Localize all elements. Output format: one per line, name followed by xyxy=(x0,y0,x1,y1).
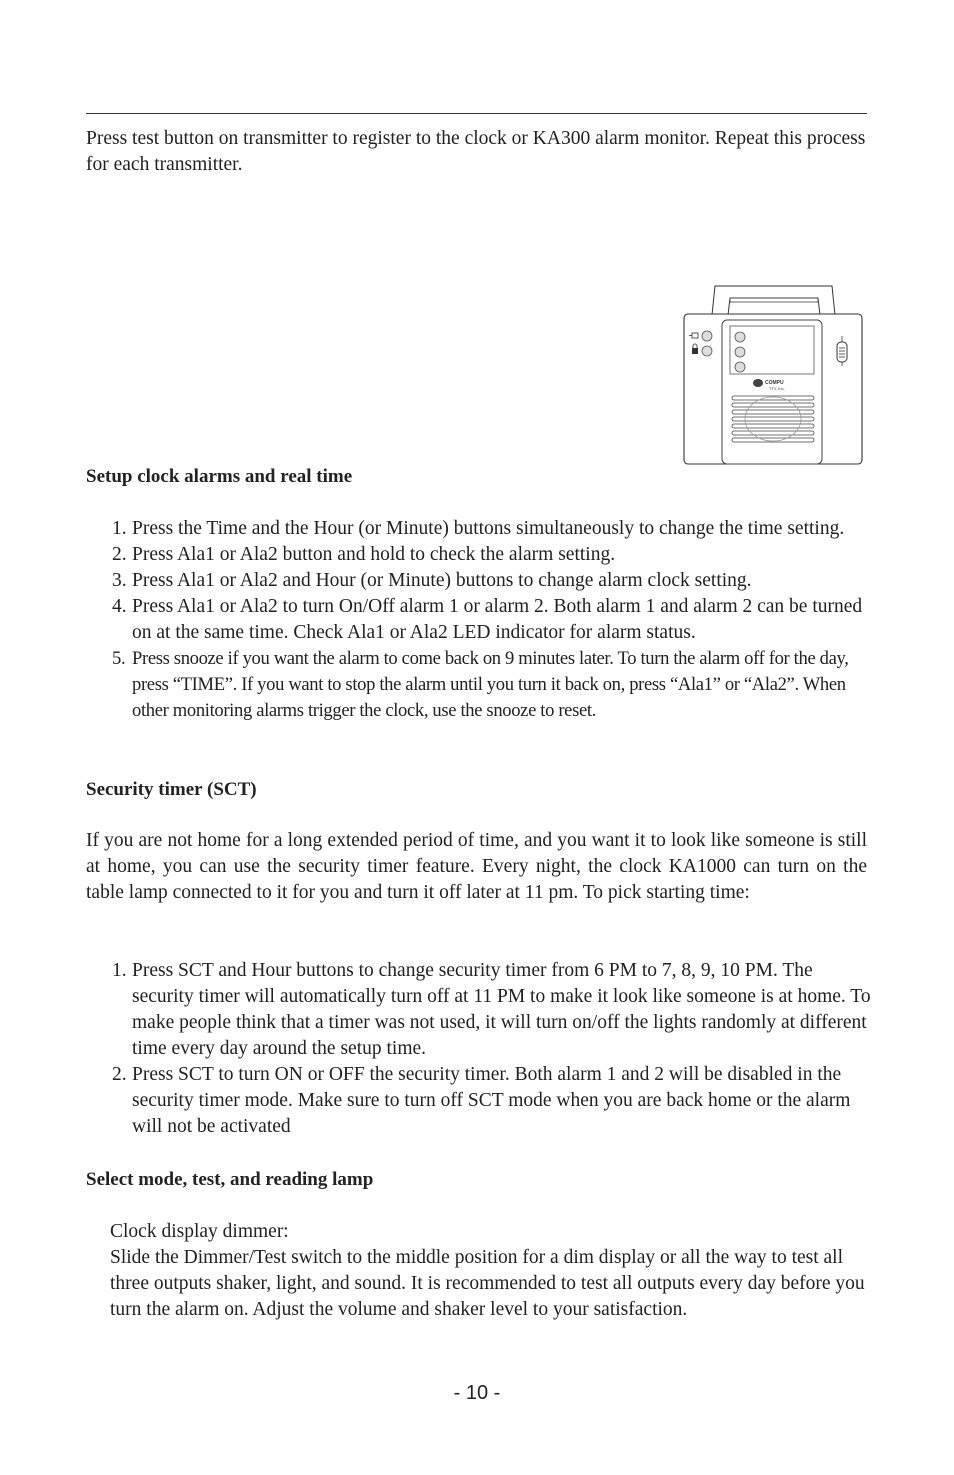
setup-heading: Setup clock alarms and real time xyxy=(86,466,353,487)
list-item-text: Press Ala1 or Ala2 to turn On/Off alarm 1 or alarm 2. Both alarm 1 and alarm 2 can be turned on at the same time. Check Ala1 or Ala2 LED indicator for alarm status. xyxy=(132,596,863,643)
list-item: 1. Press the Time and the Hour (or Minute) buttons simultaneously to change the time setting. xyxy=(112,518,845,539)
dimmer-section xyxy=(110,1219,870,1323)
list-item: 2. Press SCT to turn ON or OFF the security timer. Both alarm 1 and 2 will be disabled in the security timer mode. Make sure to turn off SCT mode when you are back home or the alarm will not be activated xyxy=(112,1064,851,1137)
security-list xyxy=(86,958,876,1140)
list-item: 4. Press Ala1 or Ala2 to turn On/Off alarm 1 or alarm 2. Both alarm 1 and alarm 2 can be turned on at the same time. Check Ala1 or Ala2 LED indicator for alarm status. xyxy=(112,596,863,643)
list-item-text: Press SCT and Hour buttons to change security timer from 6 PM to 7, 8, 9, 10 PM. The security timer will automatically turn off at 11 PM to make it look like someone is at home. To make people think that a timer was not used, it will turn on/off the lights randomly at different time every day around the setup time. xyxy=(132,960,871,1059)
list-item-text: Press the Time and the Hour (or Minute) buttons simultaneously to change the time setting. xyxy=(132,518,845,539)
page-number: - 10 - xyxy=(453,1382,501,1404)
select-mode-heading: Select mode, test, and reading lamp xyxy=(86,1169,374,1190)
list-item-text: Press SCT to turn ON or OFF the security timer. Both alarm 1 and 2 will be disabled in the security timer mode. Make sure to turn off SCT mode when you are back home or the alarm will not be activated xyxy=(132,1064,851,1137)
svg-text:COMPU: COMPU xyxy=(765,380,784,386)
svg-text:TTY, Inc.: TTY, Inc. xyxy=(769,386,785,391)
intro-paragraph: Press test button on transmitter to register to the clock or KA300 alarm monitor. Repeat this process for each transmitter. xyxy=(86,128,866,175)
list-item-text: Press Ala1 or Ala2 and Hour (or Minute) buttons to change alarm clock setting. xyxy=(132,570,752,591)
dimmer-subheading: Clock display dimmer: xyxy=(110,1221,289,1242)
list-item: 3. Press Ala1 or Ala2 and Hour (or Minute) buttons to change alarm clock setting. xyxy=(112,570,752,591)
setup-list xyxy=(86,516,876,724)
list-item: 1. Press SCT and Hour buttons to change security timer from 6 PM to 7, 8, 9, 10 PM. The security timer will automatically turn off at 11 PM to make it look like someone is at home. To make people think that a timer was not used, it will turn on/off the lights randomly at different time every day around the setup time. xyxy=(112,960,871,1059)
top-rule xyxy=(86,113,867,114)
list-item: 2. Press Ala1 or Ala2 button and hold to check the alarm setting. xyxy=(112,544,616,565)
security-heading: Security timer (SCT) xyxy=(86,779,257,800)
list-item-text: Press Ala1 or Ala2 button and hold to check the alarm setting. xyxy=(132,544,616,565)
security-paragraph: If you are not home for a long extended period of time, and you want it to look like someone is still at home, you can use the security timer feature. Every night, the clock KA1000 can turn on the table lamp connected to it for you and turn it off later at 11 pm. To pick starting time: xyxy=(86,830,867,903)
list-item-text: Press snooze if you want the alarm to come back on 9 minutes later. To turn the alarm off for the day, press “TIME”. If you want to stop the alarm until you turn it back on, press “Ala1” or “Ala2”. When other monitoring alarms trigger the clock, use the snooze to reset. xyxy=(132,648,849,721)
list-item: 5. Press snooze if you want the alarm to come back on 9 minutes later. To turn the alarm off for the day, press “TIME”. If you want to stop the alarm until you turn it back on, press “Ala1” or “Ala2”. When other monitoring alarms trigger the clock, use the snooze to reset. xyxy=(112,648,849,721)
dimmer-text: Slide the Dimmer/Test switch to the middle position for a dim display or all the way to test all three outputs shaker, light, and sound. It is recommended to test all outputs every day before you turn the alarm on. Adjust the volume and shaker level to your satisfaction. xyxy=(110,1247,865,1320)
alarm-clock-illustration xyxy=(682,284,864,468)
